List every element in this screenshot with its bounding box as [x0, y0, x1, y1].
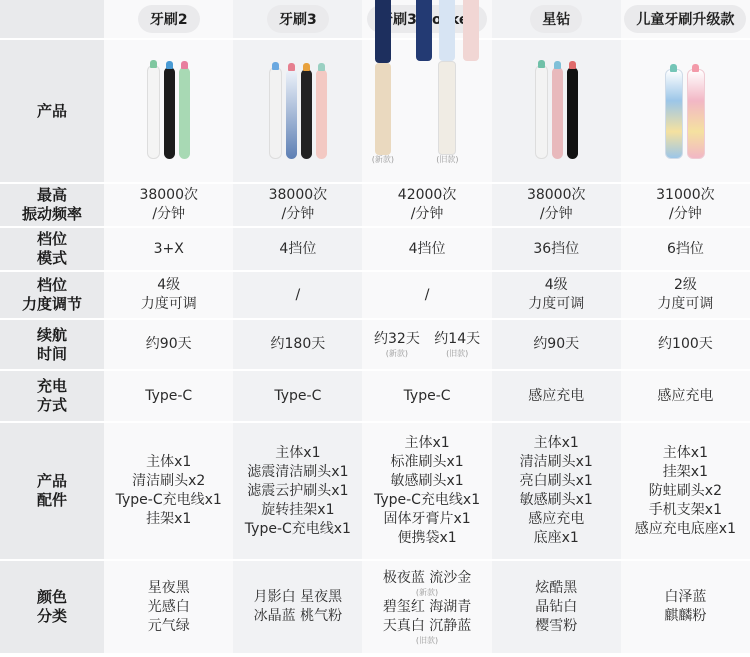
column-header-toothbrush-3-pocket: 牙刷3 [367, 5, 487, 33]
kids-toothbrush-blue-image [665, 69, 683, 159]
column-header-toothbrush-3: 牙刷3 [267, 5, 329, 33]
row-label-product: 产品 [0, 39, 104, 183]
row-label-accessories: 产品 配件 [0, 422, 104, 560]
toothbrush-blue-image [286, 69, 297, 159]
battery-value: 约90天 [104, 319, 233, 370]
toothbrush-pink-image [316, 69, 327, 159]
pocket-light-blue-image [439, 0, 455, 61]
colors-value: 白泽蓝 麒麟粉 [621, 560, 750, 654]
pocket-old-tag: (旧款) [436, 155, 459, 164]
pocket-blue-image [416, 0, 432, 61]
row-battery [0, 319, 750, 370]
modes-value: 3+X [104, 227, 233, 271]
modes-value: 6挡位 [621, 227, 750, 271]
colors-value: 月影白 星夜黑 冰晶蓝 桃气粉 [233, 560, 362, 654]
row-label-frequency: 最高 振动频率 [0, 183, 104, 227]
toothbrush-white-image [535, 65, 548, 159]
row-label-force: 档位 力度调节 [0, 271, 104, 319]
pocket-cream-image [375, 63, 391, 155]
force-value: / [362, 271, 491, 319]
force-value: 2级 力度可调 [621, 271, 750, 319]
column-header-toothbrush-2: 牙刷2 [138, 5, 200, 33]
toothbrush-pink-image [552, 67, 563, 159]
toothbrush-white-image [147, 65, 160, 159]
row-colors [0, 560, 750, 654]
accessories-value: 主体x1 挂架x1 防蛀刷头x2 手机支架x1 感应充电底座x1 [621, 422, 750, 560]
force-value: / [233, 271, 362, 319]
modes-value: 36挡位 [492, 227, 621, 271]
toothbrush-black-image [567, 67, 578, 159]
colors-value: 炫酷黑 晶钻白 樱雪粉 [492, 560, 621, 654]
pocket-new-tag: (新款) [371, 155, 394, 164]
charging-value: 感应充电 [621, 370, 750, 422]
toothbrush-black-image [164, 67, 175, 159]
pocket-navy-image [375, 0, 391, 63]
frequency-value: 38000次 /分钟 [233, 183, 362, 227]
accessories-value: 主体x1 标准刷头x1 敏感刷头x1 Type-C充电线x1 固体牙膏片x1 便携袋x1 [362, 422, 491, 560]
charging-value: Type-C [362, 370, 491, 422]
kids-toothbrush-pink-image [687, 69, 705, 159]
charging-value: Type-C [104, 370, 233, 422]
force-value: 4级 力度可调 [492, 271, 621, 319]
frequency-value: 31000次 /分钟 [621, 183, 750, 227]
row-frequency [0, 183, 750, 227]
products-row [0, 39, 750, 183]
product-image-kids-toothbrush [621, 39, 750, 183]
frequency-value: 42000次 /分钟 [362, 183, 491, 227]
colors-value: 星夜黑 光感白 元气绿 [104, 560, 233, 654]
force-value: 4级 力度可调 [104, 271, 233, 319]
row-label-charging: 充电 方式 [0, 370, 104, 422]
battery-value: 约100天 [621, 319, 750, 370]
toothbrush-white-image [269, 67, 282, 159]
column-header-kids-toothbrush: 儿童牙刷升级款 [624, 5, 746, 33]
accessories-value: 主体x1 清洁刷头x1 亮白刷头x1 敏感刷头x1 感应充电 底座x1 [492, 422, 621, 560]
corner-cell [0, 0, 104, 39]
row-label-modes: 档位 模式 [0, 227, 104, 271]
frequency-value: 38000次 /分钟 [492, 183, 621, 227]
pocket-pink-image [463, 0, 479, 61]
accessories-value: 主体x1 滤震清洁刷头x1 滤震云护刷头x1 旋转挂架x1 Type-C充电线x1 [233, 422, 362, 560]
frequency-value: 38000次 /分钟 [104, 183, 233, 227]
battery-value-pocket: 约32天 (新款) 约14天 (旧款) [362, 319, 491, 370]
modes-value: 4挡位 [233, 227, 362, 271]
modes-value: 4挡位 [362, 227, 491, 271]
product-image-toothbrush-3-pocket [362, 39, 491, 183]
product-image-xingzuan [492, 39, 621, 183]
row-accessories [0, 422, 750, 560]
column-header-xingzuan: 星钻 [530, 5, 582, 33]
row-charging [0, 370, 750, 422]
battery-value: 约180天 [233, 319, 362, 370]
battery-value: 约90天 [492, 319, 621, 370]
product-image-toothbrush-3 [233, 39, 362, 183]
row-force [0, 271, 750, 319]
toothbrush-green-image [179, 67, 190, 159]
row-label-colors: 颜色 分类 [0, 560, 104, 654]
row-modes [0, 227, 750, 271]
toothbrush-black-image [301, 69, 312, 159]
colors-value-pocket: 极夜蓝 流沙金 (新款) 碧玺红 海湖青 天真白 沉静蓝 (旧款) [362, 560, 491, 654]
accessories-value: 主体x1 清洁刷头x2 Type-C充电线x1 挂架x1 [104, 422, 233, 560]
charging-value: 感应充电 [492, 370, 621, 422]
product-image-toothbrush-2 [104, 39, 233, 183]
charging-value: Type-C [233, 370, 362, 422]
row-label-battery: 续航 时间 [0, 319, 104, 370]
pocket-white-image [438, 61, 456, 155]
